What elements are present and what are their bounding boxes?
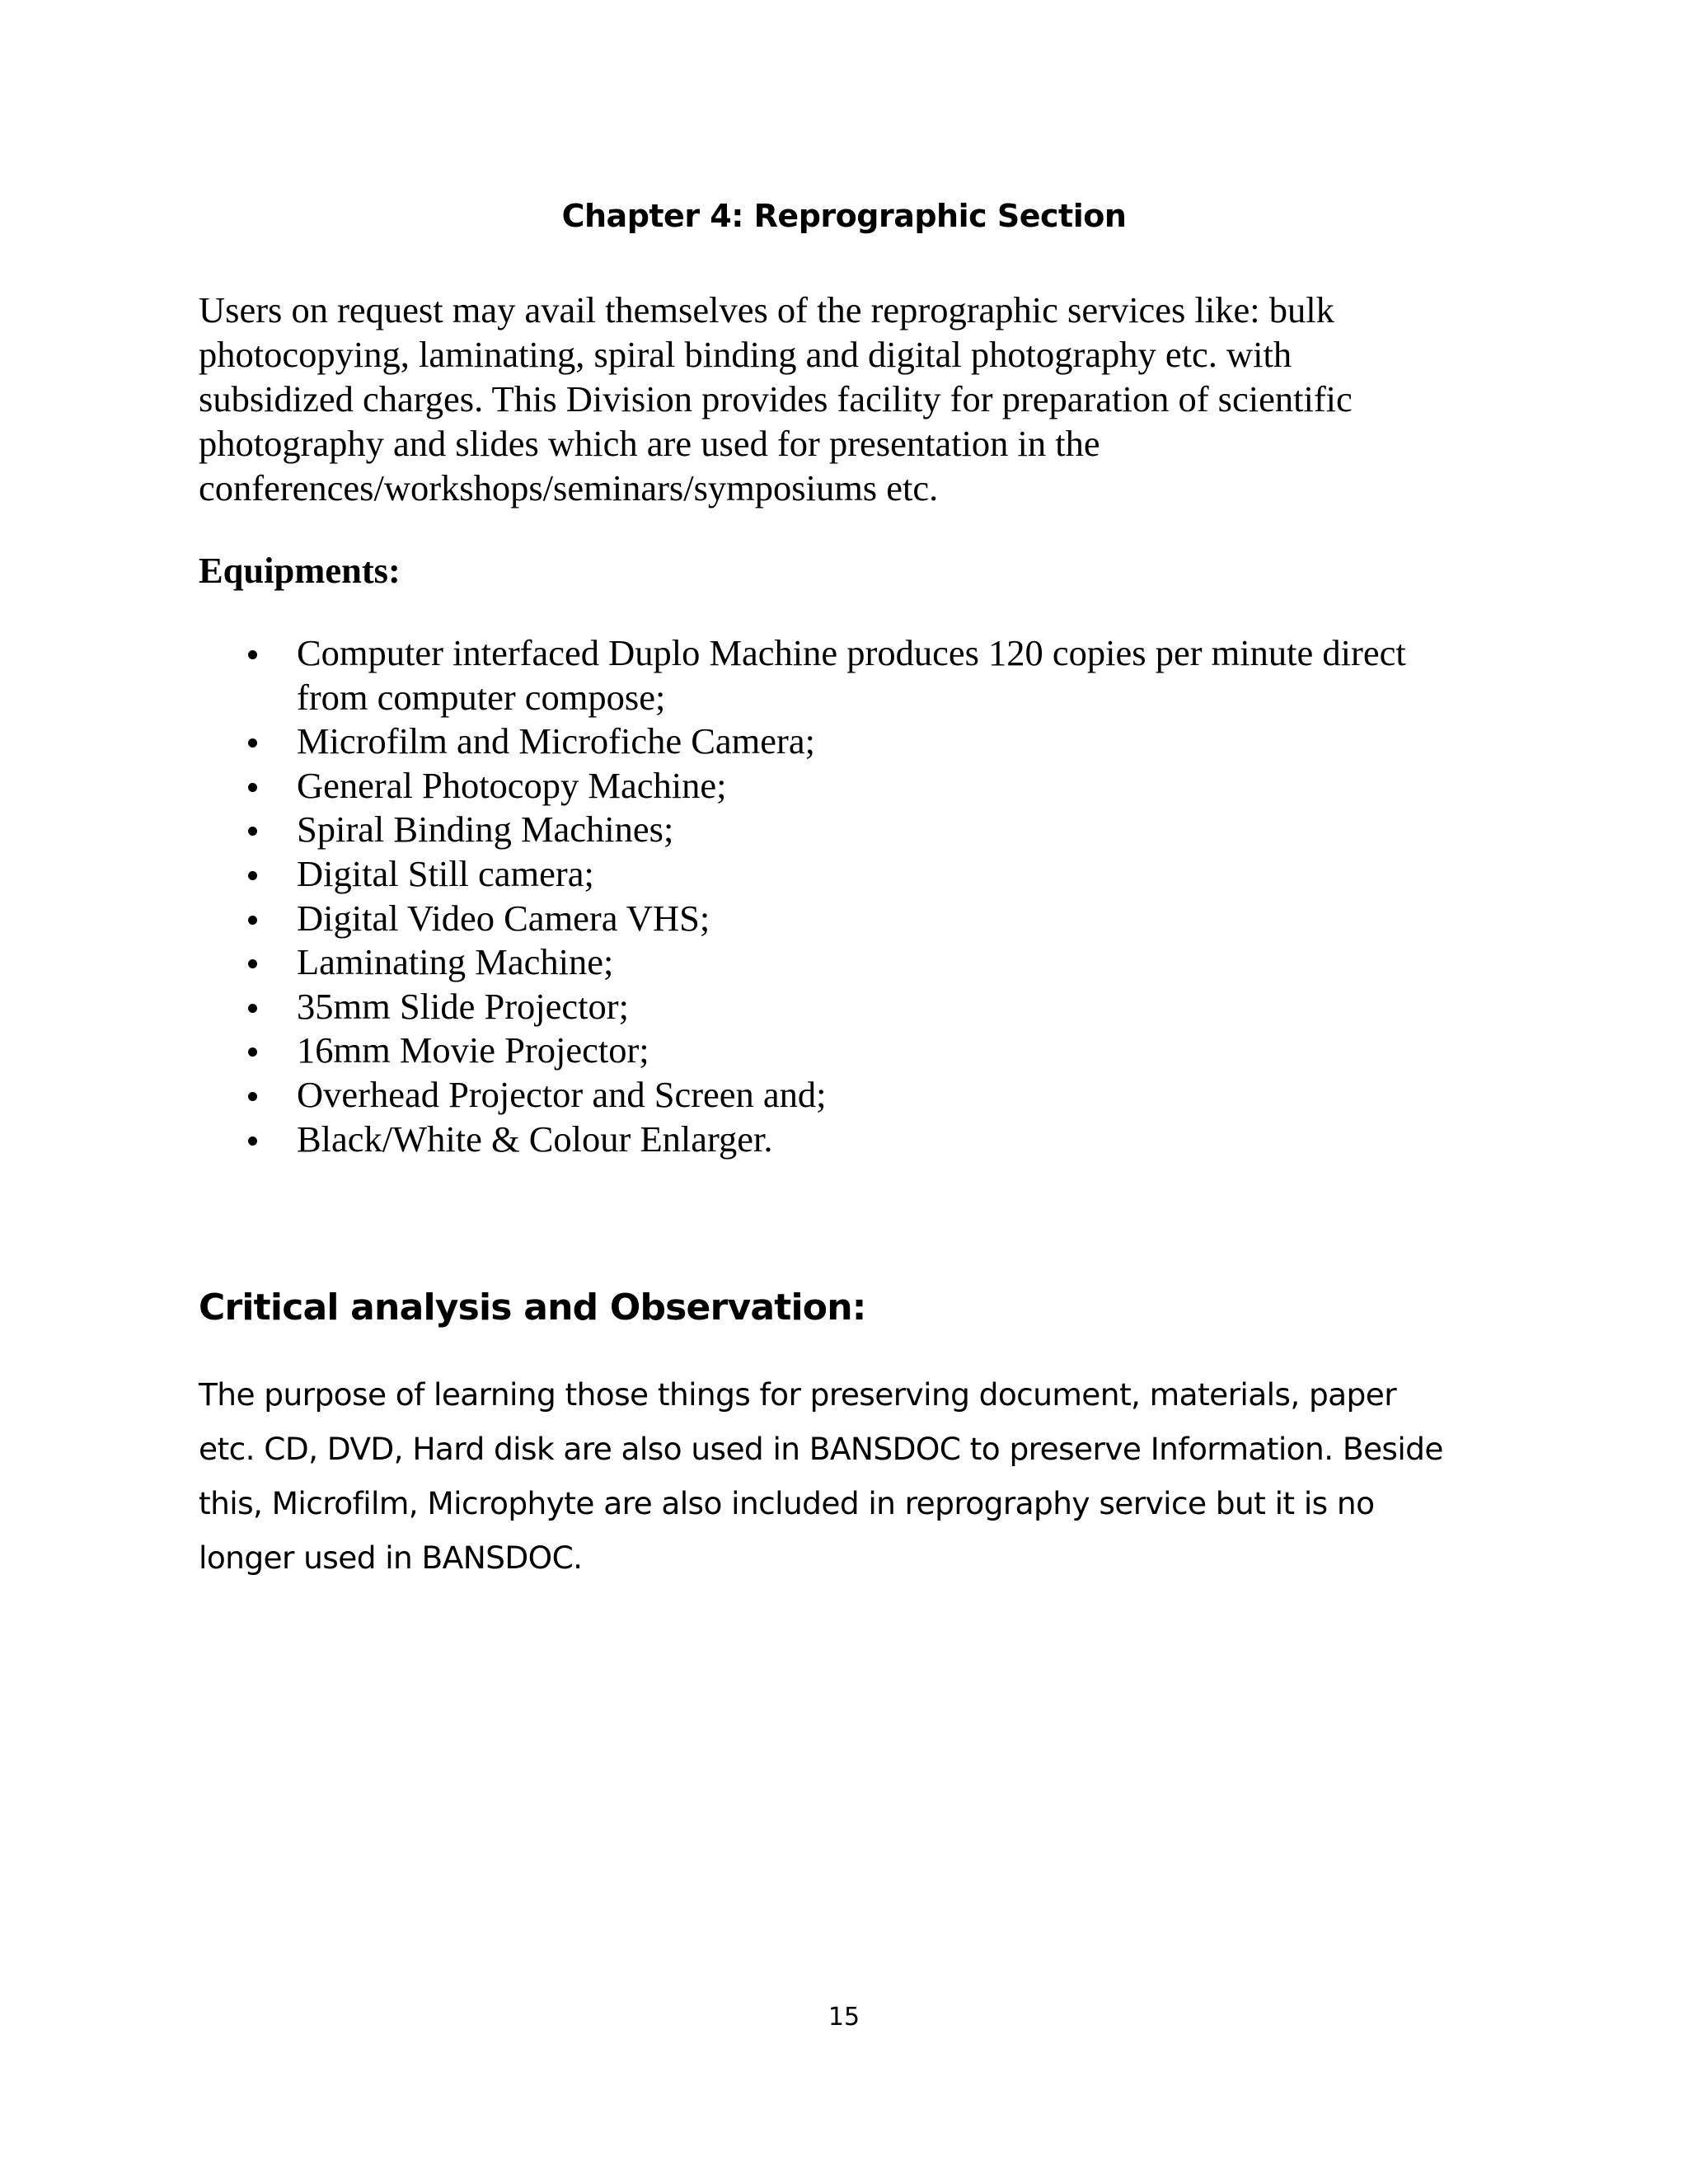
list-item-text: Black/White & Colour Enlarger. xyxy=(297,1118,773,1160)
list-item xyxy=(199,1073,1534,1118)
list-item-text: Computer interfaced Duplo Machine produces 120 copies per minute direct xyxy=(297,632,1406,673)
list-item xyxy=(199,1029,1534,1073)
list-item-text: from computer compose; xyxy=(297,676,666,718)
chapter-title: Chapter 4: Reprographic Section xyxy=(561,198,1127,234)
analysis-heading: Critical analysis and Observation: xyxy=(199,1286,866,1329)
bullet-icon xyxy=(248,916,257,925)
bullet-icon xyxy=(248,827,257,836)
list-item-text: 16mm Movie Projector; xyxy=(297,1029,649,1071)
list-item xyxy=(199,631,1534,719)
list-item xyxy=(199,985,1534,1029)
list-item xyxy=(199,897,1534,941)
list-item xyxy=(199,852,1534,897)
list-item-text: Laminating Machine; xyxy=(297,941,614,983)
bullet-icon xyxy=(248,783,257,792)
analysis-paragraph xyxy=(199,1367,1550,1585)
intro-line: photocopying, laminating, spiral binding and digital photography etc. with xyxy=(199,334,1292,375)
bullet-icon xyxy=(248,738,257,748)
bullet-icon xyxy=(248,1092,257,1101)
intro-line: conferences/workshops/seminars/symposiums etc. xyxy=(199,467,939,509)
list-item-text: 35mm Slide Projector; xyxy=(297,985,629,1027)
list-item xyxy=(199,719,1534,764)
list-item xyxy=(199,764,1534,808)
bullet-icon xyxy=(248,871,257,880)
list-item xyxy=(199,808,1534,852)
intro-line: Users on request may avail themselves of the reprographic services like: bulk xyxy=(199,289,1334,330)
bullet-icon xyxy=(248,959,257,968)
analysis-line: this, Microfilm, Microphyte are also included in reprography service but it is no xyxy=(199,1485,1375,1521)
list-item-text: Digital Video Camera VHS; xyxy=(297,897,710,939)
bullet-icon xyxy=(248,1047,257,1057)
analysis-line: etc. CD, DVD, Hard disk are also used in BANSDOC to preserve Information. Beside xyxy=(199,1431,1443,1467)
intro-line: photography and slides which are used for presentation in the xyxy=(199,423,1100,464)
list-item-text: General Photocopy Machine; xyxy=(297,764,727,806)
page-number: 15 xyxy=(828,2003,860,2032)
list-item-text: Spiral Binding Machines; xyxy=(297,808,674,851)
list-item-text: Microfilm and Microfiche Camera; xyxy=(297,720,815,762)
list-item xyxy=(199,1118,1534,1162)
bullet-icon xyxy=(248,650,257,659)
bullet-icon xyxy=(248,1137,257,1146)
analysis-line: The purpose of learning those things for preserving document, materials, paper xyxy=(199,1376,1397,1413)
list-item-text: Overhead Projector and Screen and; xyxy=(297,1073,827,1115)
list-item-text: Digital Still camera; xyxy=(297,852,594,894)
bullet-icon xyxy=(248,1004,257,1013)
intro-paragraph xyxy=(199,288,1534,510)
list-item xyxy=(199,940,1534,985)
analysis-line: longer used in BANSDOC. xyxy=(199,1540,583,1576)
equipments-list xyxy=(199,631,1534,1161)
equipments-heading: Equipments: xyxy=(199,550,401,591)
intro-line: subsidized charges. This Division provides facility for preparation of scientific xyxy=(199,378,1353,419)
